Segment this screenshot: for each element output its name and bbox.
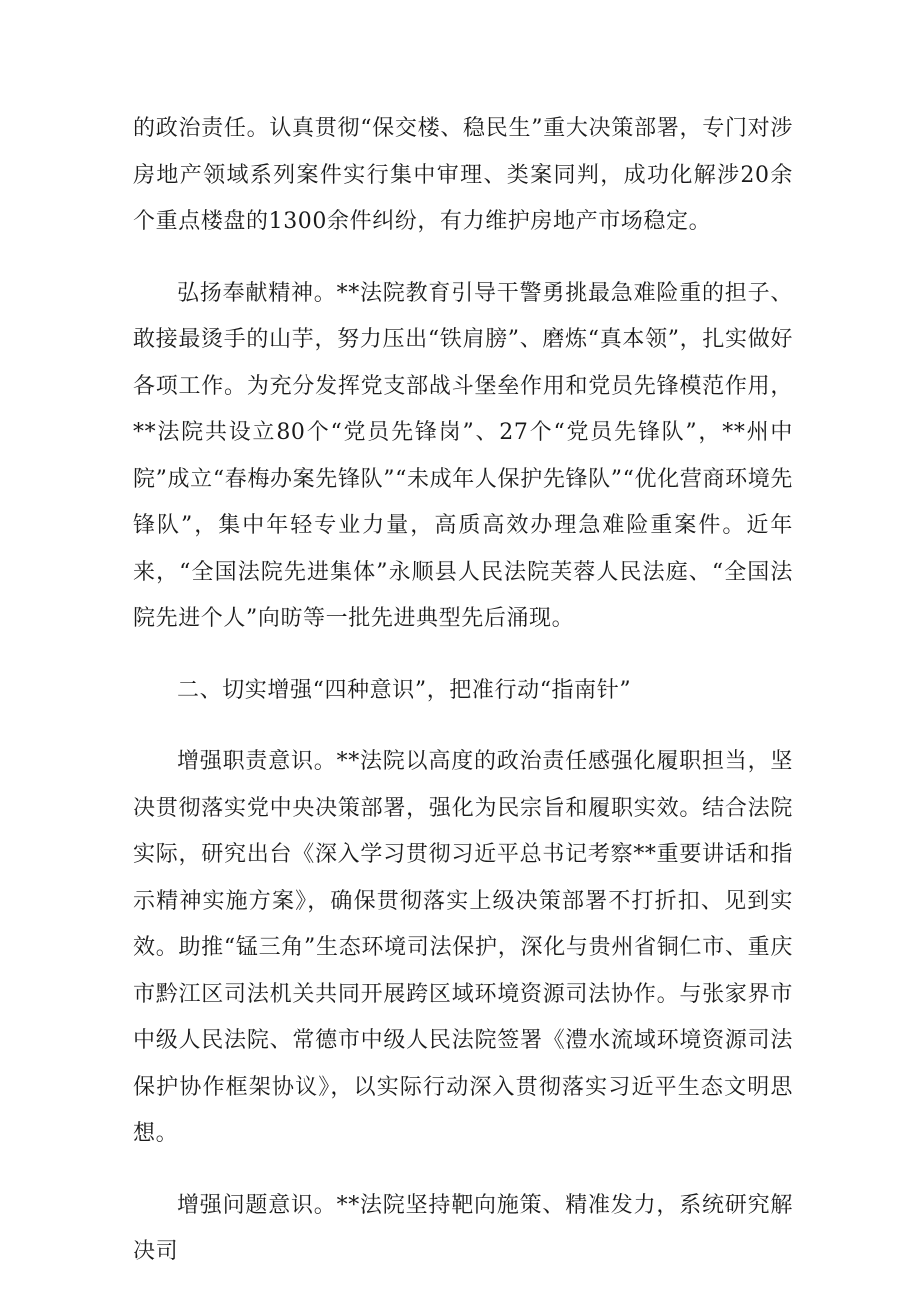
paragraph-gap — [133, 643, 793, 668]
section-heading: 二、切实增强“四种意识”，把准行动“指南针” — [177, 677, 632, 703]
paragraph-2: 弘扬奉献精神。**法院教育引导干警勇挑最急难险重的担子、敢接最烫手的山芋，努力压出“铁肩膀”、磨炼“真本领”，扎实做好各项工作。为充分发挥党支部战斗堡垒作用和党员先锋模范作用，**法院共设立80个“党员先锋岗”、27个“党员先锋队”，**州中院”成立“春梅办案先锋队”“未成年人保护先锋队”“优化营商环境先锋队”，集中年轻专业力量，高质高效办理急难险重案件。近年来，“全国法院先进集体”永顺县人民法院芙蓉人民法庭、“全国法院先进个人”向昉等一批先进典型先后涌现。 — [133, 280, 793, 631]
paragraph-4: 增强职责意识。**法院以高度的政治责任感强化履职担当，坚决贯彻落实党中央决策部署，强化为民宗旨和履职实效。结合法院实际，研究出台《深入学习贯彻习近平总书记考察**重要讲话和指示精神实施方案》，确保贯彻落实上级决策部署不打折扣、见到实效。助推“锰三角”生态环境司法保护，深化与贵州省铜仁市、重庆市黔江区司法机关共同开展跨区域环境资源司法协作。与张家界市中级人民法院、常德市中级人民法院签署《澧水流域环境资源司法保护协作框架协议》，以实际行动深入贯彻落实习近平生态文明思想。 — [133, 749, 793, 1146]
paragraph-gap — [133, 1158, 793, 1183]
paragraph-1: 的政治责任。认真贯彻“保交楼、稳民生”重大决策部署，专门对涉房地产领域系列案件实行集中审理、类案同判，成功化解涉20余个重点楼盘的1300余件纠纷，有力维护房地产市场稳定。 — [133, 116, 793, 234]
paragraph-5: 增强问题意识。**法院坚持靶向施策、精准发力，系统研究解决司 — [133, 1192, 793, 1264]
document-body — [133, 106, 793, 1276]
paragraph-gap — [133, 246, 793, 271]
paragraph-gap — [133, 714, 793, 739]
